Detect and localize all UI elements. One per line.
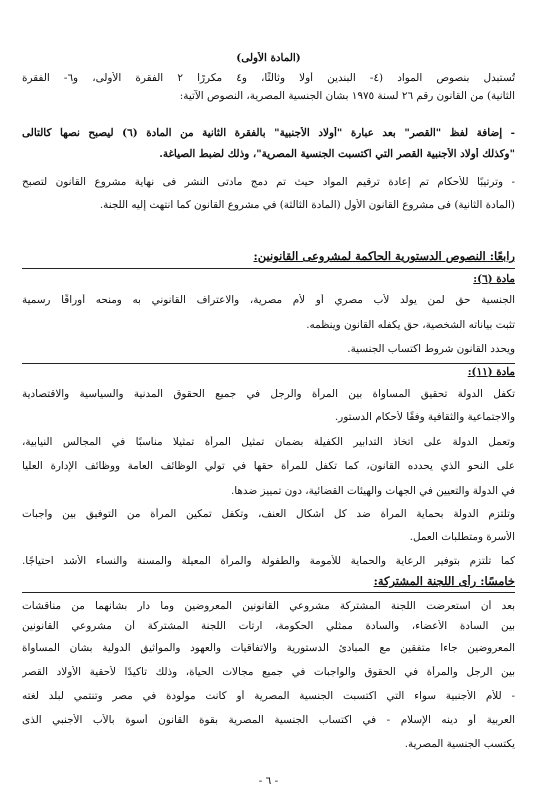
article-1-line: الثانية) من القانون رقم ٢٦ لسنة ١٩٧٥ بشأن الجنسية المصرية، النصوص الآتية:	[179, 90, 515, 102]
article-6-label: مادة (٦):	[473, 273, 515, 285]
article-1-heading: (المادة الأولى)	[236, 52, 301, 64]
section-4-heading: رابعًا: النصوص الدستورية الحاكمة لمشروعى القانونين:	[253, 250, 515, 263]
section-5-line: بعد أن استعرضت اللجنة المشتركة مشروعي القانونين المعروضين وما دار بشأنهما من مناقشات	[22, 600, 515, 612]
article-11-line: والاجتماعية والثقافية وفقًا لأحكام الدستور.	[334, 411, 515, 423]
section-5-line: العربية أو دينه الإسلام - في اكتساب الجنسية المصرية بقوة القانون أسوة بالأب الأجنبي الذى	[22, 714, 515, 726]
article-6-line: الجنسية حق لمن يولد لأب مصري أو لأم مصرية، والاعتراف القانوني به ومنحه أوراقًا رسمية	[22, 294, 515, 306]
article-11-line: كما تلتزم بتوفير الرعاية والحماية للأمومة والطفولة والمرأة المعيلة والمسنة والنساء الأشد احتياجًا.	[22, 555, 515, 567]
article-11-line: وتعمل الدولة على اتخاذ التدابير الكفيلة بضمان تمثيل المرأة تمثيلا مناسبًا في المجالس النيابية،	[22, 436, 515, 448]
section-5-line: بين الرجل والمرأة في الحقوق والواجبات في جميع مجالات الحياة، وذلك تأكيدًا لأحقية الأولاد القصر	[22, 666, 515, 678]
divider	[22, 363, 515, 364]
bullet-1-line: "وكذلك أولاد الأجنبية القصر التي اكتسبت الجنسية المصرية"، وذلك لضبط الصياغة.	[159, 148, 515, 160]
article-1-line: تُستبدل بنصوص المواد (٤- البندين أولًا وثالثًا، و٤ مكررًا ٢ الفقرة الأولى، و٦- الفقرة	[22, 72, 515, 84]
article-11-label: مادة (١١):	[467, 366, 515, 378]
article-11-line: في الدولة والتعيين في الجهات والهيئات القضائية، دون تمييز ضدها.	[230, 485, 515, 497]
article-11-line: على النحو الذي يحدده القانون، كما تكفل للمرأة حقها في تولي الوظائف العامة ووظائف الإدارة العليا	[22, 460, 515, 472]
bullet-2-line: - وترتيبًا للأحكام تم إعادة ترقيم المواد حيث تم دمج مادتى النشر فى نهاية مشروع القانون لتصبح	[22, 176, 515, 188]
article-6-line: تثبت بياناته الشخصية، حق يكفله القانون وينظمه.	[306, 319, 515, 331]
bullet-1-line: - إضافة لفظ "القصر" بعد عبارة "أولاد الأجنبية" بالفقرة الثانية من المادة (٦) ليصبح نصها كالتالى	[22, 127, 515, 139]
section-5-line: - للأم الأجنبية سواء التي اكتسبت الجنسية المصرية أو كانت مولودة في مصر وتنتمي لبلد لغته	[22, 690, 515, 702]
article-11-line: وتلتزم الدولة بحماية المرأة ضد كل أشكال العنف، وتكفل تمكين المرأة من التوفيق بين واجبات	[22, 508, 515, 520]
section-5-line: بين السادة الأعضاء، والسادة ممثلي الحكومة، ارتأت اللجنة المشتركة أن مشروعي القانونين	[22, 620, 515, 632]
section-5-line: يكتسب الجنسية المصرية.	[404, 738, 515, 750]
article-11-line: الأسرة ومتطلبات العمل.	[409, 531, 515, 543]
section-5-heading: خامسًا: رأى اللجنة المشتركة:	[373, 575, 515, 588]
divider	[22, 268, 515, 269]
bullet-2-line: (المادة الثانية) فى مشروع القانون الأول (المادة الثالثة) في مشروع القانون كما انتهت إليه اللجنة.	[99, 199, 515, 211]
article-11-line: تكفل الدولة تحقيق المساواة بين المرأة والرجل في جميع الحقوق المدنية والسياسية والاقتصادية	[22, 388, 515, 400]
section-5-line: المعروضين جاءا متفقين مع المبادئ الدستورية والاتفاقيات والعهود والمواثيق الدولية بشأن المساواة	[22, 642, 515, 654]
page-number: - ٦ -	[258, 775, 279, 787]
divider	[22, 592, 515, 593]
article-6-line: ويحدد القانون شروط اكتساب الجنسية.	[347, 343, 515, 355]
